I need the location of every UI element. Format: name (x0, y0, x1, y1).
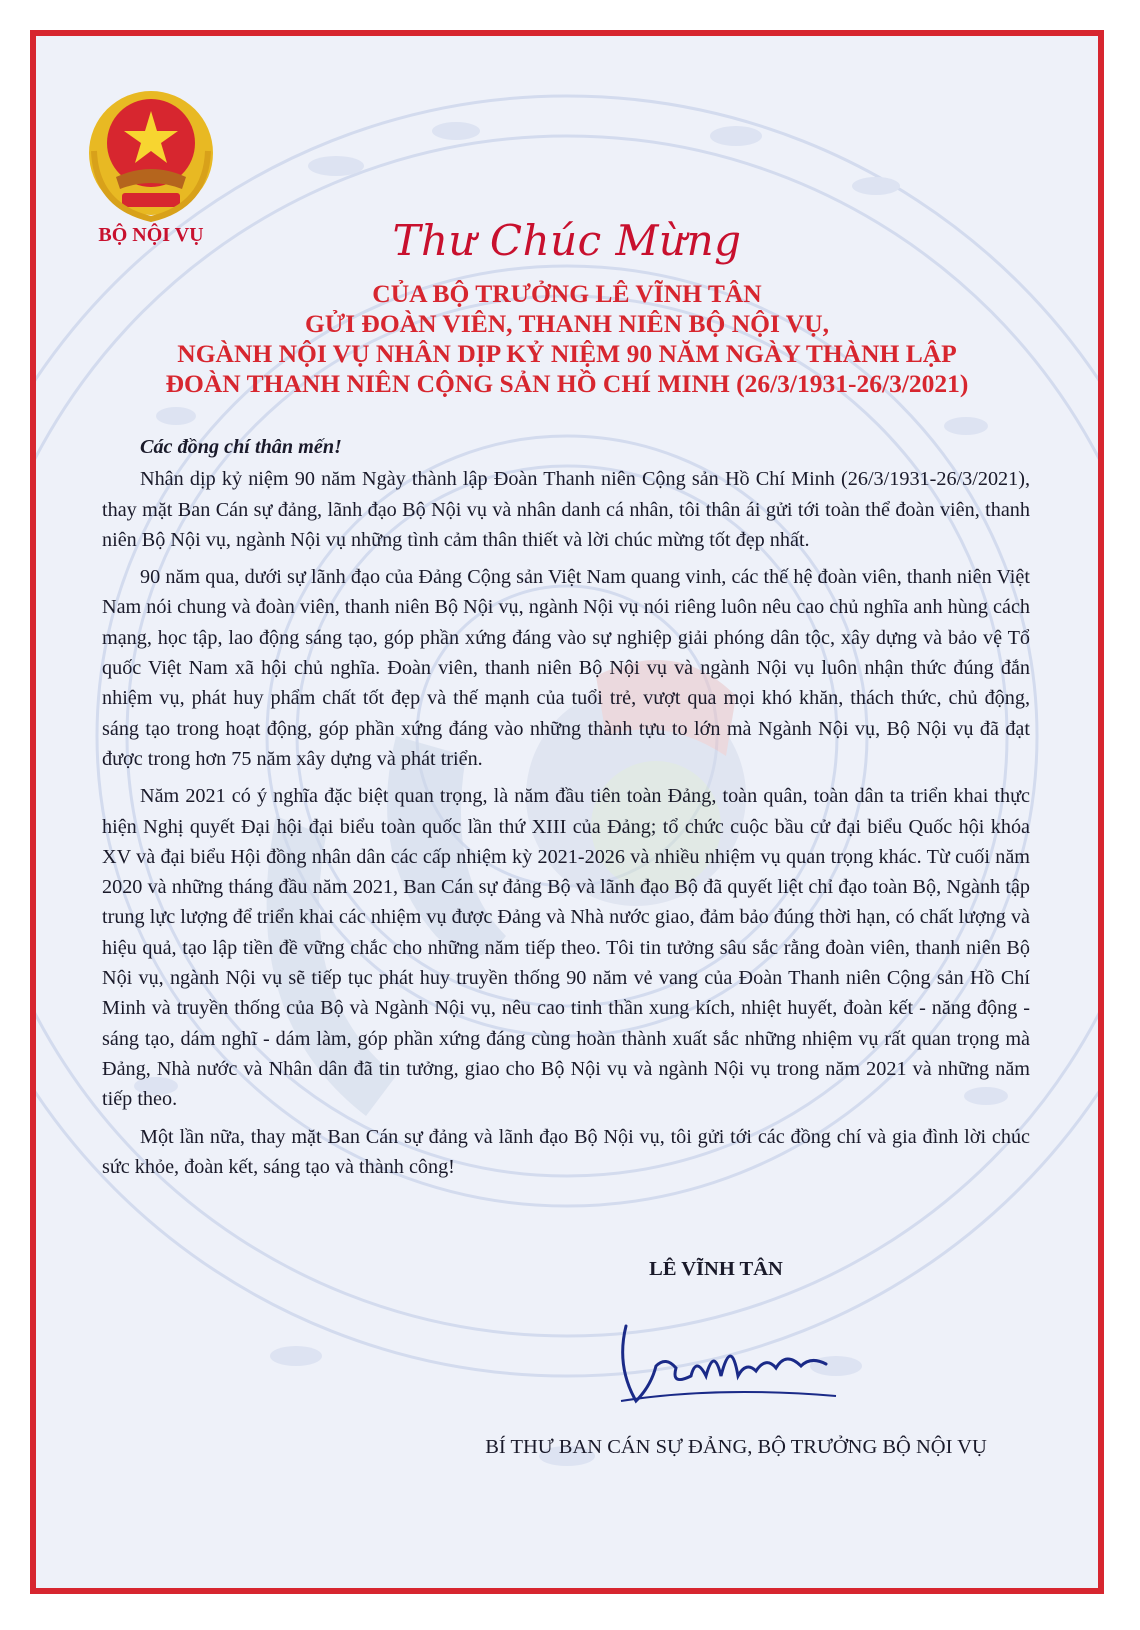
ministry-name: BỘ NỘI VỤ (98, 224, 204, 246)
letter-script-title: Thư Chúc Mừng (392, 216, 742, 265)
paragraph-2: 90 năm qua, dưới sự lãnh đạo của Đảng Cộng sản Việt Nam quang vinh, các thế hệ đoàn viên, thanh niên Việt Nam nói chung và đoàn viên, thanh niên Bộ Nội vụ, ngành Nội vụ nói riêng luôn nêu cao chủ nghĩa anh hùng cách mạng, học tập, lao động sáng tạo, góp phần xứng đáng vào sự nghiệp giải phóng dân tộc, xây dựng và bảo vệ Tổ quốc Việt Nam xã hội chủ nghĩa. Đoàn viên, thanh niên Bộ Nội vụ và ngành Nội vụ luôn nhận thức đúng đắn nhiệm vụ, phát huy phẩm chất tốt đẹp và thế mạnh của tuổi trẻ, vượt qua mọi khó khăn, thách thức, chủ động, sáng tạo trong hoạt động, góp phần xứng đáng vào những thành tựu to lớn mà Ngành Nội vụ, Bộ Nội vụ đã đạt được trong hơn 75 năm xây dựng và phát triển. (102, 566, 1030, 770)
paragraph-1: Nhân dịp kỷ niệm 90 năm Ngày thành lập Đoàn Thanh niên Cộng sản Hồ Chí Minh (26/3/1931-26/3/2021), thay mặt Ban Cán sự đảng, lãnh đạo Bộ Nội vụ và nhân danh cá nhân, tôi thân ái gửi tới toàn thể đoàn viên, thanh niên Bộ Nội vụ, ngành Nội vụ những tình cảm thân thiết và lời chúc mừng tốt đẹp nhất. (102, 468, 1030, 551)
paragraph-4: Một lần nữa, thay mặt Ban Cán sự đảng và lãnh đạo Bộ Nội vụ, tôi gửi tới các đồng chí và gia đình lời chúc sức khỏe, đoàn kết, sáng tạo và thành công! (102, 1125, 1030, 1178)
letter-heading (36, 279, 1098, 399)
paragraph-3: Năm 2021 có ý nghĩa đặc biệt quan trọng, là năm đầu tiên toàn Đảng, toàn quân, toàn dân ta triển khai thực hiện Nghị quyết Đại hội đại biểu toàn quốc lần thứ XIII của Đảng; tổ chức cuộc bầu cử đại biểu Quốc hội khóa XV và đại biểu Hội đồng nhân dân các cấp nhiệm kỳ 2021-2026 và nhiều nhiệm vụ quan trọng khác. Từ cuối năm 2020 và những tháng đầu năm 2021, Ban Cán sự đảng Bộ và lãnh đạo Bộ đã quyết liệt chỉ đạo toàn Bộ, Ngành tập trung lực lượng để triển khai các nhiệm vụ được Đảng và Nhà nước giao, đảm bảo đúng thời hạn, có chất lượng và hiệu quả, tạo lập tiền đề vững chắc cho những năm tiếp theo. Tôi tin tưởng sâu sắc rằng đoàn viên, thanh niên Bộ Nội vụ, ngành Nội vụ sẽ tiếp tục phát huy truyền thống 90 năm vẻ vang của Đoàn Thanh niên Cộng sản Hồ Chí Minh và truyền thống của Bộ và Ngành Nội vụ, nêu cao tinh thần xung kích, nhiệt huyết, đoàn kết - năng động - sáng tạo, dám nghĩ - dám làm, góp phần xứng đáng cùng hoàn thành xuất sắc những nhiệm vụ rất quan trọng mà Đảng, Nhà nước và Nhân dân đã tin tưởng, giao cho Bộ Nội vụ và ngành Nội vụ trong năm 2021 và những năm tiếp theo. (102, 785, 1030, 1111)
heading-line-3: NGÀNH NỘI VỤ NHÂN DỊP KỶ NIỆM 90 NĂM NGÀY THÀNH LẬP (177, 339, 957, 368)
national-emblem (76, 81, 226, 231)
letter-frame (30, 30, 1104, 1594)
signer-position: BÍ THƯ BAN CÁN SỰ ĐẢNG, BỘ TRƯỞNG BỘ NỘI VỤ (485, 1436, 987, 1458)
heading-line-1: CỦA BỘ TRƯỞNG LÊ VĨNH TÂN (372, 279, 762, 308)
signer-name: LÊ VĨNH TÂN (649, 1258, 783, 1280)
salutation: Các đồng chí thân mến! (140, 436, 342, 458)
heading-line-4: ĐOÀN THANH NIÊN CỘNG SẢN HỒ CHÍ MINH (26/3/1931-26/3/2021) (165, 369, 969, 398)
letter-body (102, 432, 1030, 1189)
heading-line-2: GỬI ĐOÀN VIÊN, THANH NIÊN BỘ NỘI VỤ, (304, 309, 829, 338)
handwritten-signature (596, 1306, 856, 1416)
